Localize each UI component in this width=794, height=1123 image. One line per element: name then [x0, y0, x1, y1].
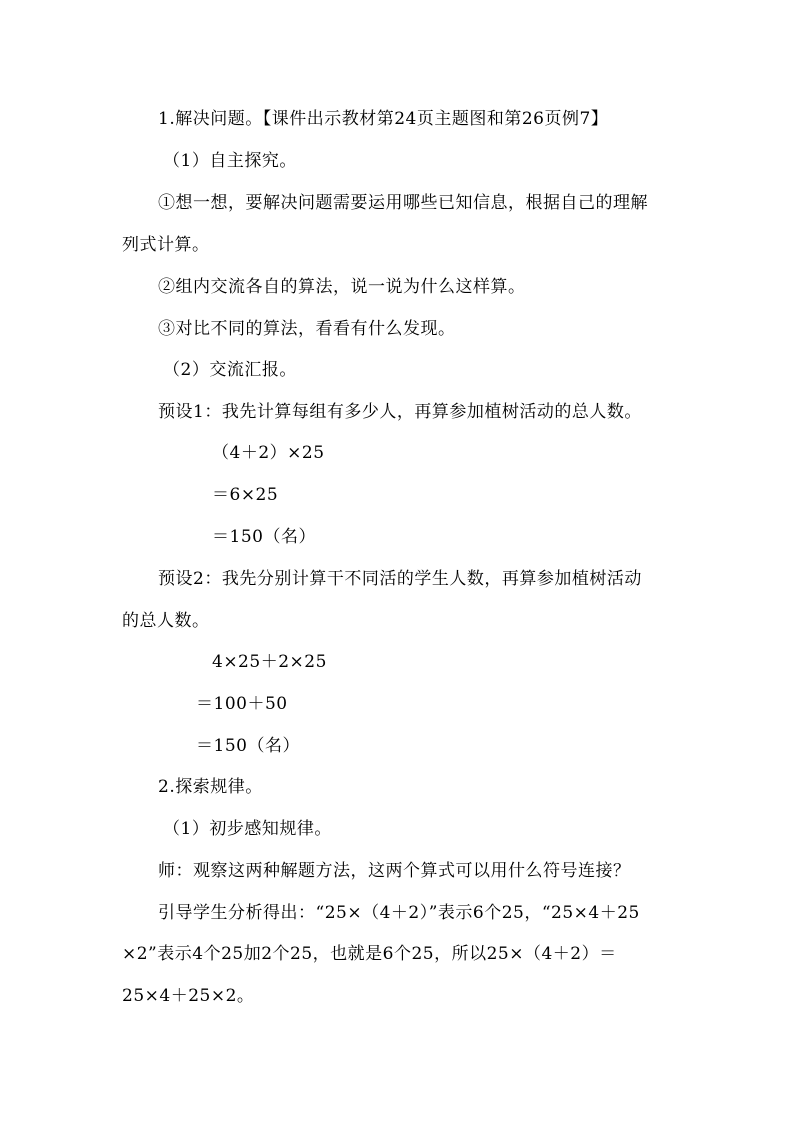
guidance-line-3: 25×4＋25×2。 [122, 986, 255, 1006]
step-three: ③对比不同的算法，看看有什么发现。 [158, 319, 456, 339]
formula-one-line-2: ＝6×25 [212, 485, 279, 505]
preset-one: 预设1：我先计算每组有多少人，再算参加植树活动的总人数。 [158, 402, 642, 422]
subheading-report: （2）交流汇报。 [163, 360, 297, 380]
formula-two-line-3: ＝150（名） [196, 736, 300, 756]
formula-one-line-1: （4＋2）×25 [212, 443, 325, 463]
step-two: ②组内交流各自的算法，说一说为什么这样算。 [158, 277, 526, 297]
preset-two-line-2: 的总人数。 [122, 611, 210, 631]
subheading-initial-perception: （1）初步感知规律。 [163, 819, 332, 839]
formula-two-line-1: 4×25＋2×25 [212, 652, 327, 672]
guidance-line-2: ×2”表示4个25加2个25，也就是6个25，所以25×（4＋2）＝ [122, 944, 617, 964]
section-heading-explore-rules: 2.探索规律。 [158, 777, 263, 797]
formula-one-line-3: ＝150（名） [212, 527, 316, 547]
teacher-question: 师：观察这两种解题方法，这两个算式可以用什么符号连接？ [158, 861, 631, 881]
formula-two-line-2: ＝100＋50 [196, 694, 288, 714]
guidance-line-1: 引导学生分析得出：“25×（4＋2）”表示6个25，“25×4＋25 [158, 903, 640, 923]
step-one-line-1: ①想一想，要解决问题需要运用哪些已知信息，根据自己的理解 [158, 193, 648, 213]
step-one-line-2: 列式计算。 [122, 235, 210, 255]
subheading-self-explore: （1）自主探究。 [163, 151, 297, 171]
section-heading-problem-solving: 1.解决问题。【课件出示教材第24页主题图和第26页例7】 [158, 109, 609, 129]
preset-two-line-1: 预设2：我先分别计算干不同活的学生人数，再算参加植树活动 [158, 569, 642, 589]
